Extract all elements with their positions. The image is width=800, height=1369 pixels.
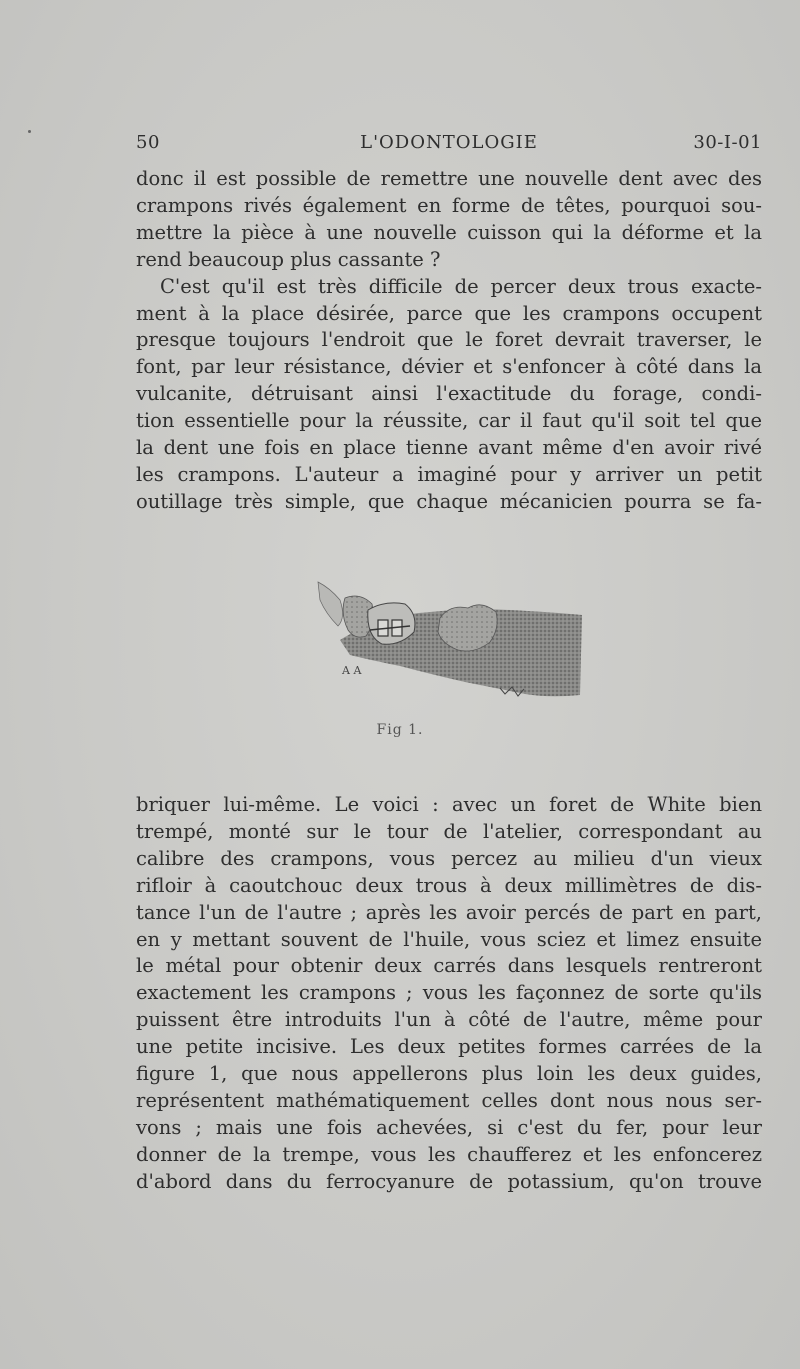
text-line: la dent une fois en place tienne avant même d'en avoir rivé (136, 436, 762, 460)
text-line: figure 1, que nous appellerons plus loin les deux guides, (136, 1062, 762, 1086)
text-line: donc il est possible de remettre une nouvelle dent avec des (136, 167, 762, 190)
text-line: rifloir à caoutchouc deux trous à deux millimètres de dis- (136, 873, 762, 897)
text-line: calibre des crampons, vous percez au milieu d'un vieux (136, 846, 762, 870)
text-line: C'est qu'il est très difficile de percer deux trous exacte- (160, 274, 762, 298)
issue-date: 30-I-01 (693, 132, 762, 153)
text-line: les crampons. L'auteur a imaginé pour y arriver un petit (136, 462, 762, 486)
text-line: puissent être introduits l'un à côté de l'autre, même pour (136, 1008, 762, 1032)
text-line: une petite incisive. Les deux petites formes carrées de la (136, 1035, 762, 1059)
text-line: vulcanite, détruisant ainsi l'exactitude du forage, condi- (136, 382, 762, 406)
text-line: rend beaucoup plus cassante ? (136, 247, 441, 271)
text-line: tion essentielle pour la réussite, car il faut qu'il soit tel que (136, 409, 762, 433)
text-line: presque toujours l'endroit que le foret devrait traverser, le (136, 328, 762, 352)
text-line: représentent mathématiquement celles dont nous nous ser- (136, 1088, 762, 1112)
front-tooth (318, 582, 343, 626)
text-line: d'abord dans du ferrocyanure de potassium, qu'on trouve (136, 1169, 762, 1193)
text-line: ment à la place désirée, parce que les crampons occupent (136, 301, 762, 325)
text-line: tance l'un de l'autre ; après les avoir percés de part en part, (136, 900, 762, 924)
figure-caption: Fig 1. (376, 722, 424, 738)
figure-labels: A A (342, 664, 362, 677)
journal-title: L'ODONTOLOGIE (360, 132, 538, 153)
text-line: en y mettant souvent de l'huile, vous sciez et limez ensuite (136, 927, 762, 951)
figure-denture (300, 570, 600, 710)
text-line: mettre la pièce à une nouvelle cuisson qui la déforme et la (136, 220, 762, 244)
page-number: 50 (136, 132, 160, 153)
paragraph-1 (136, 166, 762, 516)
text-line: font, par leur résistance, dévier et s'enfoncer à côté dans la (136, 355, 762, 379)
text-line: donner de la trempe, vous les chaufferez et les enfoncerez (136, 1142, 762, 1166)
speck (28, 130, 31, 133)
running-head (136, 132, 762, 156)
text-line: vons ; mais une fois achevées, si c'est du fer, pour leur (136, 1115, 762, 1139)
text-line: exactement les crampons ; vous les façonnez de sorte qu'ils (136, 981, 762, 1005)
text-line: le métal pour obtenir deux carrés dans lesquels rentreront (136, 954, 762, 978)
text-line: trempé, monté sur le tour de l'atelier, correspondant au (136, 819, 762, 843)
text-line: briquer lui-même. Le voici : avec un foret de White bien (136, 793, 762, 816)
paragraph-2 (136, 792, 762, 1196)
text-line: crampons rivés également en forme de têtes, pourquoi sou- (136, 193, 762, 217)
text-line: outillage très simple, que chaque mécanicien pourra se fa- (136, 489, 762, 513)
denture-illustration (300, 570, 600, 710)
